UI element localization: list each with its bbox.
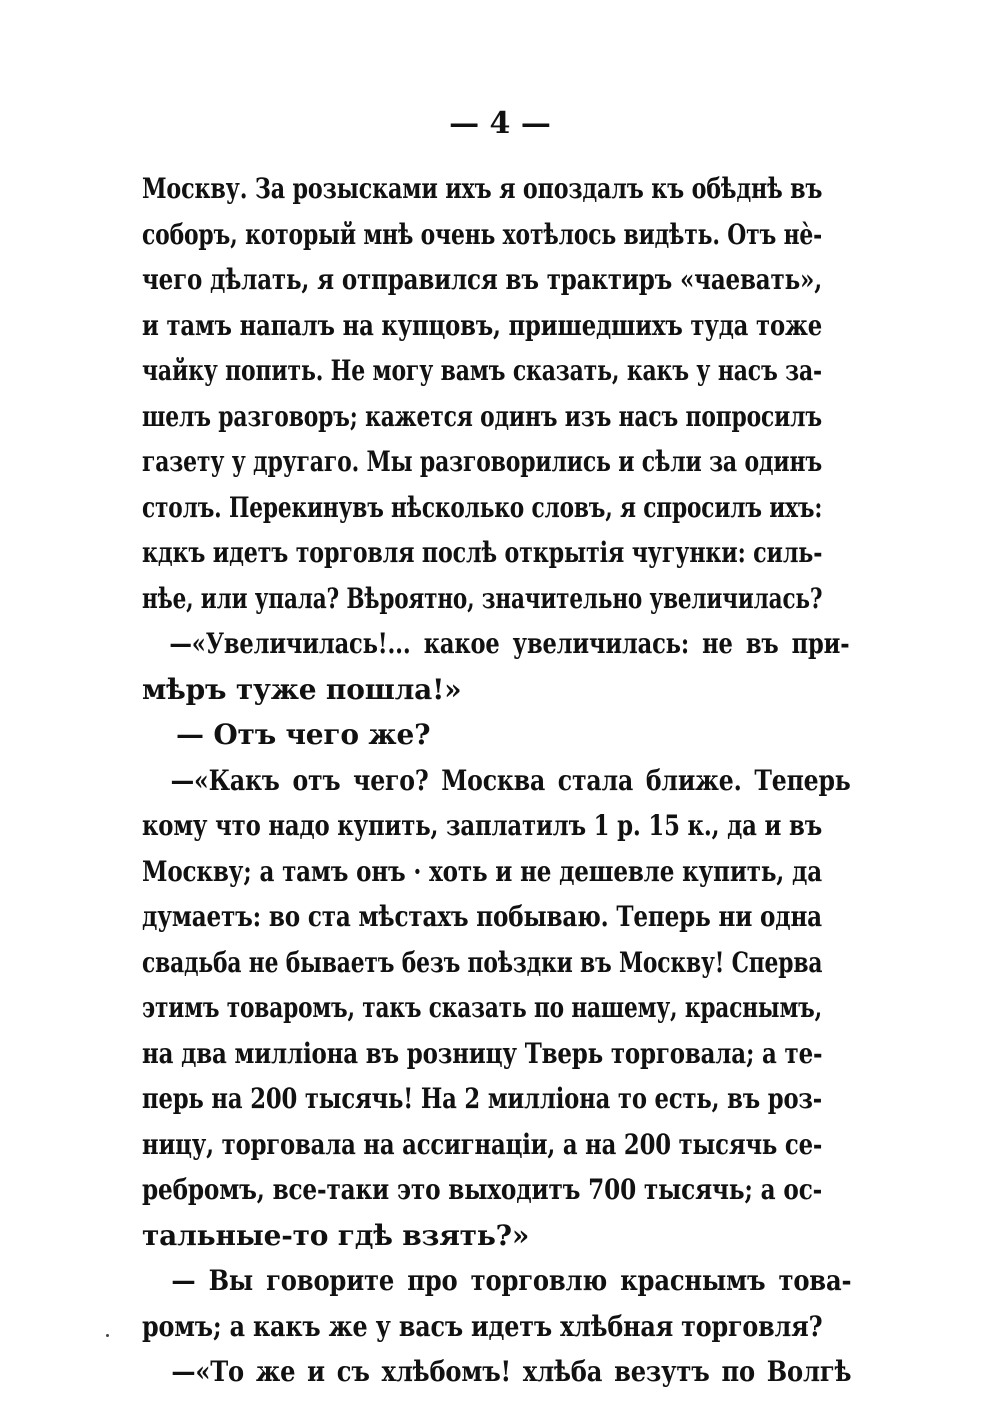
text-line: —«То же и съ хлѣбомъ! хлѣба везутъ по Волгѣ	[171, 1355, 852, 1388]
body-text	[142, 166, 852, 1395]
text-line: —«Увеличилась!... какое увеличилась: не въ при-	[169, 627, 850, 660]
text-line: тальные-то гдѣ взять?»	[142, 1218, 530, 1252]
text-line: ницу, торговала на ассигнаціи, а на 200 тысячь се-	[142, 1127, 823, 1161]
text-line: нѣе, или упала? Вѣроятно, значительно увеличилась?	[142, 581, 823, 615]
text-line: Москву. За розысками ихъ я опоздалъ къ обѣднѣ въ	[142, 172, 823, 205]
text-line: мѣръ туже пошла!»	[142, 672, 462, 706]
text-line: соборъ, который мнѣ очень хотѣлось видѣть. Отъ нѐ-	[142, 217, 823, 251]
text-line: чайку попить. Не могу вамъ сказать, какъ у насъ за-	[142, 354, 822, 387]
text-line: ребромъ, все-таки это выходитъ 700 тысячь; а ос-	[142, 1173, 823, 1206]
text-line: — Отъ чего же?	[176, 718, 431, 751]
text-line: — Вы говорите про торговлю краснымъ това-	[171, 1264, 852, 1297]
text-line: кому что надо купить, заплатилъ 1 р. 15 к., да и въ	[142, 809, 823, 842]
text-line: шелъ разговоръ; кажется одинъ изъ насъ попросилъ	[142, 399, 822, 433]
text-line: этимъ товаромъ, такъ сказать по нашему, краснымъ,	[142, 991, 822, 1024]
text-line: перь на 200 тысячь! На 2 милліона то есть, въ роз-	[142, 1082, 823, 1115]
text-line: и тамъ напалъ на купцовъ, пришедшихъ туда тоже	[142, 308, 823, 342]
text-line: свадьба не бываетъ безъ поѣздки въ Москву! Сперва	[142, 945, 823, 979]
text-line: столъ. Перекинувъ нѣсколько словъ, я спросилъ ихъ:	[142, 490, 823, 524]
text-line: Москву; а тамъ онъ · хоть и не дешевле купить, да	[142, 854, 822, 888]
text-line: думаетъ: во ста мѣстахъ побываю. Теперь ни одна	[142, 900, 822, 933]
text-line: кдкъ идетъ торговля послѣ открытія чугунки: силь-	[142, 536, 823, 569]
text-line: —«Какъ отъ чего? Москва стала ближе. Теперь	[170, 763, 851, 797]
text-line: газету у другаго. Мы разговорились и сѣли за одинъ	[142, 445, 822, 478]
paper-speck	[106, 1334, 109, 1337]
text-line: на два милліона въ розницу Тверь торговала; а те-	[142, 1036, 823, 1070]
text-line: чего дѣлать, я отправился въ трактиръ «чаевать»,	[142, 263, 823, 296]
page-number: — 4 —	[449, 106, 551, 141]
text-line: ромъ; а какъ же у васъ идетъ хлѣбная торговля?	[142, 1309, 823, 1343]
